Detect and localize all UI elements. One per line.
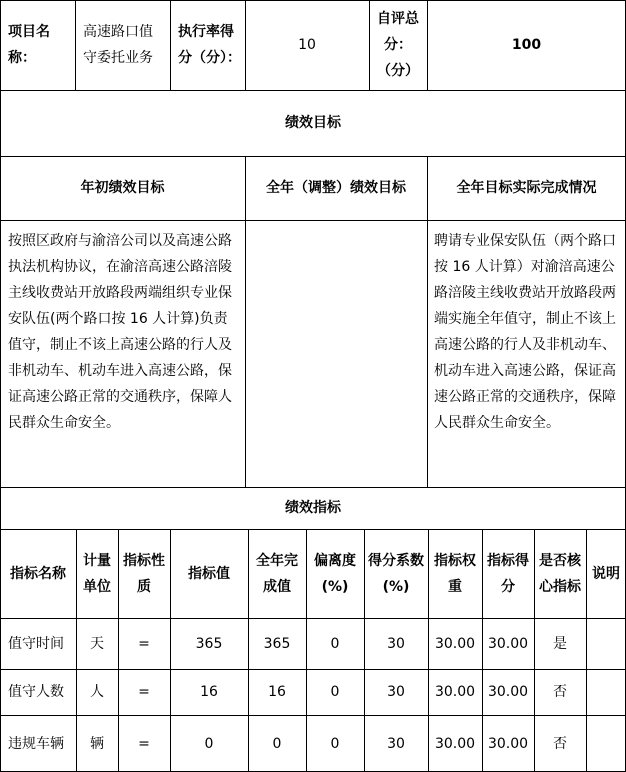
- grid-line: [248, 529, 249, 772]
- header-is-core: 是否核心指标: [539, 552, 581, 595]
- row-0-note: [586, 618, 626, 669]
- grid-line: [0, 669, 626, 670]
- row-2-score: 30.00: [487, 735, 529, 752]
- row-1-is-core: 否: [553, 684, 567, 700]
- row-0-deviation: 0: [330, 635, 340, 652]
- row-2-nature: =: [138, 735, 150, 752]
- row-0-unit: 天: [90, 635, 104, 652]
- exec-rate-value: 10: [298, 37, 316, 53]
- grid-line: [482, 529, 483, 772]
- grid-line: [0, 156, 626, 157]
- self-score-value: 100: [511, 37, 542, 53]
- row-1-unit: 人: [90, 684, 104, 700]
- grid-line: [0, 618, 626, 619]
- row-1-weight: 30.00: [434, 684, 476, 700]
- row-2-coefficient: 30: [387, 735, 405, 752]
- row-1-note: [586, 669, 626, 715]
- initial-goal-text: 按照区政府与渝涪公司以及高速公路执法机构协议，在渝涪高速公路涪陵主线收费站开放路段两端组织专业保安队伍(两个路口按 16 人计算)负责值守，制止不该上高速公路的行人及非机动车、机动车进入高速公路，保证高速公路正常的交通秩序，保障人民群众生命安全。: [8, 233, 232, 431]
- row-2-is-core: 否: [553, 735, 567, 752]
- header-nature: 指标性质: [123, 552, 165, 595]
- row-2-unit: 辆: [90, 735, 104, 752]
- grid-line: [427, 0, 428, 90]
- grid-line: [245, 0, 246, 90]
- row-2-actual: 0: [272, 735, 282, 752]
- perf-goal-title: 绩效目标: [285, 115, 341, 131]
- row-1-score: 30.00: [487, 684, 529, 700]
- grid-line: [428, 529, 429, 772]
- row-0-coefficient: 30: [387, 635, 405, 652]
- grid-line: [75, 0, 76, 90]
- row-1-nature: =: [138, 684, 150, 700]
- grid-line: [0, 487, 626, 488]
- grid-line: [0, 0, 1, 772]
- grid-line: [0, 715, 626, 716]
- row-2-note: [586, 715, 626, 772]
- row-0-target: 365: [195, 635, 223, 652]
- col-initial-goal: 年初绩效目标: [80, 180, 165, 196]
- grid-line: [0, 529, 626, 530]
- grid-line: [586, 529, 587, 772]
- grid-line: [245, 156, 246, 487]
- header-actual-value: 全年完成值: [256, 552, 298, 595]
- self-score-label: 自评总分：（分）: [377, 11, 419, 79]
- grid-line: [0, 0, 626, 1]
- row-1-coefficient: 30: [387, 684, 405, 700]
- grid-line: [170, 0, 171, 90]
- header-indicator-name: 指标名称: [10, 565, 66, 582]
- grid-line: [170, 529, 171, 772]
- header-score-coefficient: 得分系数(%): [368, 552, 424, 595]
- row-2-name: 违规车辆: [8, 735, 64, 752]
- row-0-actual: 365: [263, 635, 291, 652]
- grid-line: [534, 529, 535, 772]
- row-2-weight: 30.00: [434, 735, 476, 752]
- project-name-value: 高速路口值守委托业务: [83, 24, 153, 66]
- row-1-name: 值守人数: [8, 684, 64, 700]
- actual-completion-text: 聘请专业保安队伍（两个路口按 16 人计算）对渝涪高速公路涪陵主线收费站开放路段两端实施全年值守，制止不该上高速公路的行人及非机动车、机动车进入高速公路，保证高速公路正常的交通秩序，保障人民群众生命安全。: [434, 233, 616, 431]
- grid-line: [0, 220, 626, 221]
- row-0-name: 值守时间: [8, 635, 64, 652]
- row-1-actual: 16: [268, 684, 286, 700]
- indicators-title: 绩效指标: [285, 500, 341, 516]
- header-deviation: 偏离度(%): [314, 552, 356, 595]
- col-adjusted-goal: 全年（调整）绩效目标: [266, 180, 406, 196]
- row-0-score: 30.00: [487, 635, 529, 652]
- row-1-deviation: 0: [330, 684, 340, 700]
- row-0-nature: =: [138, 635, 150, 652]
- grid-line: [0, 90, 626, 91]
- exec-rate-label: 执行率得分（分）：: [178, 24, 241, 66]
- header-target-value: 指标值: [188, 565, 230, 582]
- grid-line: [427, 156, 428, 487]
- header-note: 说明: [592, 565, 620, 582]
- header-weight: 指标权重: [434, 552, 476, 595]
- row-0-is-core: 是: [553, 635, 567, 652]
- row-1-target: 16: [200, 684, 218, 700]
- grid-line: [364, 529, 365, 772]
- header-score: 指标得分: [487, 552, 529, 595]
- project-name-label: 项目名称：: [8, 24, 50, 66]
- grid-line: [118, 529, 119, 772]
- grid-line: [76, 529, 77, 772]
- grid-line: [369, 0, 370, 90]
- row-2-deviation: 0: [330, 735, 340, 752]
- header-unit: 计量单位: [83, 552, 111, 595]
- row-2-target: 0: [204, 735, 214, 752]
- col-actual-completion: 全年目标实际完成情况: [456, 180, 597, 196]
- row-0-weight: 30.00: [434, 635, 476, 652]
- grid-line: [306, 529, 307, 772]
